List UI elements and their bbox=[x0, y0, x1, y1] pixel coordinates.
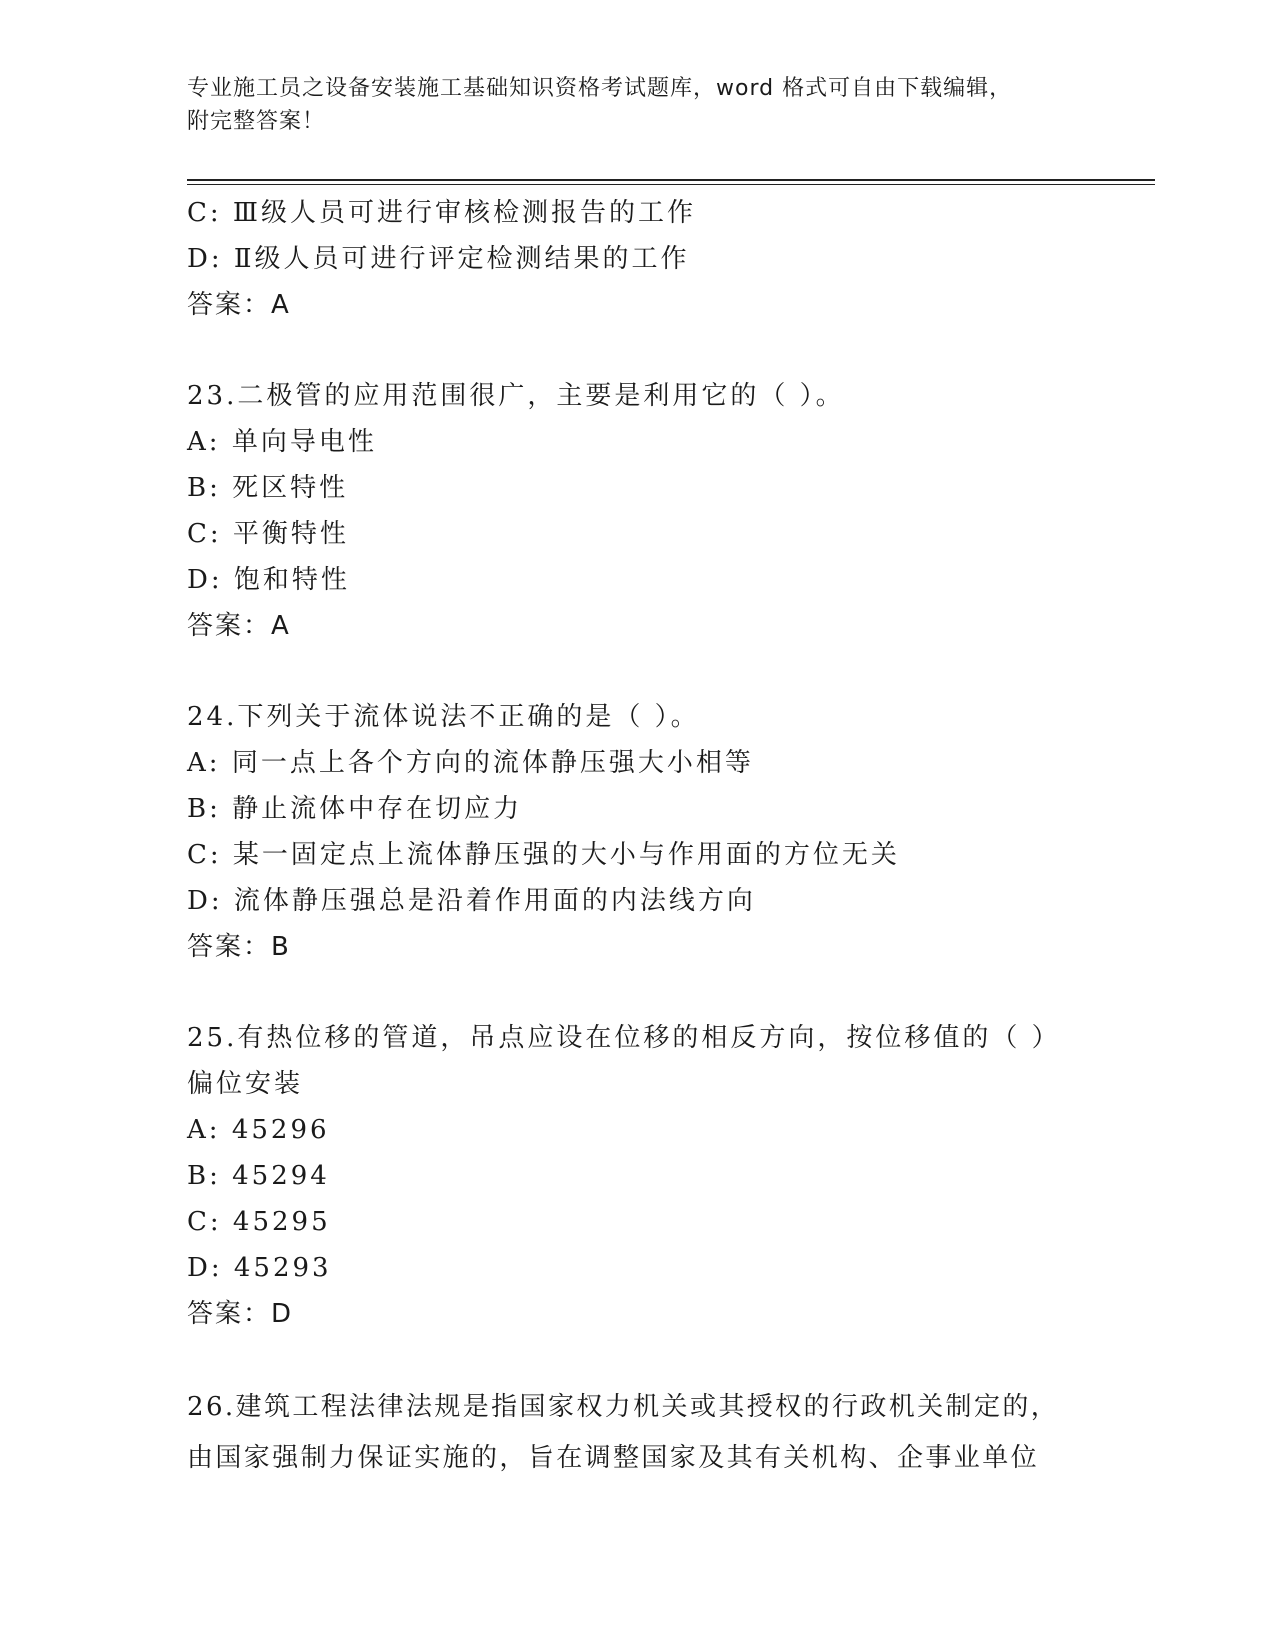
option-c bbox=[187, 1199, 1087, 1245]
option-label: A: bbox=[187, 427, 221, 457]
option-label: B: bbox=[187, 1161, 221, 1191]
option-label: D: bbox=[187, 244, 223, 274]
option-label: D: bbox=[187, 565, 223, 595]
question-stem-line-1: 25.有热位移的管道，吊点应设在位移的相反方向，按位移值的（ ） bbox=[187, 1023, 1061, 1053]
option-label: C: bbox=[187, 1207, 222, 1237]
option-b bbox=[187, 786, 1087, 832]
option-text: 某一固定点上流体静压强的大小与作用面的方位无关 bbox=[232, 840, 900, 870]
question-content bbox=[187, 190, 1087, 1484]
spacer bbox=[187, 649, 1087, 694]
option-d bbox=[187, 1245, 1087, 1291]
option-text: 45294 bbox=[232, 1161, 330, 1191]
option-text: Ⅲ级人员可进行审核检测报告的工作 bbox=[232, 198, 696, 228]
option-label: C: bbox=[187, 519, 222, 549]
option-a bbox=[187, 740, 1087, 786]
answer-line: 答案：B bbox=[187, 932, 291, 962]
option-text: 同一点上各个方向的流体静压强大小相等 bbox=[231, 748, 754, 778]
option-d bbox=[187, 878, 1087, 924]
option-d bbox=[187, 236, 1087, 282]
question-stem-line-2: 由国家强制力保证实施的，旨在调整国家及其有关机构、企事业单位 bbox=[187, 1443, 1040, 1473]
header-rule-thick bbox=[187, 179, 1155, 181]
answer-line: 答案：A bbox=[187, 290, 291, 320]
option-text: Ⅱ级人员可进行评定检测结果的工作 bbox=[233, 244, 690, 274]
option-label: C: bbox=[187, 198, 222, 228]
option-b bbox=[187, 465, 1087, 511]
option-label: A: bbox=[187, 1115, 221, 1145]
spacer bbox=[187, 328, 1087, 373]
header-rule-thin bbox=[187, 184, 1155, 185]
page-header bbox=[187, 72, 1067, 138]
option-text: 静止流体中存在切应力 bbox=[232, 794, 523, 824]
question-stem-line-2: 偏位安装 bbox=[187, 1069, 304, 1099]
option-text: 死区特性 bbox=[232, 473, 349, 503]
option-a bbox=[187, 419, 1087, 465]
option-d bbox=[187, 557, 1087, 603]
spacer bbox=[187, 1337, 1087, 1382]
header-line-1: 专业施工员之设备安装施工基础知识资格考试题库，word 格式可自由下载编辑， bbox=[187, 76, 1013, 101]
option-text: 饱和特性 bbox=[233, 565, 350, 595]
option-label: B: bbox=[187, 473, 221, 503]
question-24 bbox=[187, 694, 1087, 970]
option-label: B: bbox=[187, 794, 221, 824]
option-a bbox=[187, 1107, 1087, 1153]
option-label: A: bbox=[187, 748, 221, 778]
answer-line: 答案：A bbox=[187, 611, 291, 641]
option-text: 单向导电性 bbox=[231, 427, 377, 457]
spacer bbox=[187, 970, 1087, 1015]
option-c bbox=[187, 190, 1087, 236]
option-c bbox=[187, 832, 1087, 878]
question-stem-line-1: 26.建筑工程法律法规是指国家权力机关或其授权的行政机关制定的， bbox=[187, 1392, 1060, 1422]
option-text: 45296 bbox=[231, 1115, 330, 1145]
option-c bbox=[187, 511, 1087, 557]
option-text: 45293 bbox=[233, 1253, 332, 1283]
option-label: C: bbox=[187, 840, 222, 870]
option-text: 平衡特性 bbox=[232, 519, 349, 549]
question-26 bbox=[187, 1382, 1087, 1484]
option-text: 45295 bbox=[232, 1207, 331, 1237]
header-line-2: 附完整答案！ bbox=[187, 109, 326, 134]
prev-question bbox=[187, 190, 1087, 328]
option-label: D: bbox=[187, 886, 223, 916]
answer-line: 答案：D bbox=[187, 1299, 294, 1329]
option-b bbox=[187, 1153, 1087, 1199]
question-25 bbox=[187, 1015, 1087, 1337]
option-label: D: bbox=[187, 1253, 223, 1283]
question-stem: 23.二极管的应用范围很广，主要是利用它的（ ）。 bbox=[187, 381, 845, 411]
question-23 bbox=[187, 373, 1087, 649]
option-text: 流体静压强总是沿着作用面的内法线方向 bbox=[233, 886, 756, 916]
question-stem: 24.下列关于流体说法不正确的是（ ）。 bbox=[187, 702, 700, 732]
